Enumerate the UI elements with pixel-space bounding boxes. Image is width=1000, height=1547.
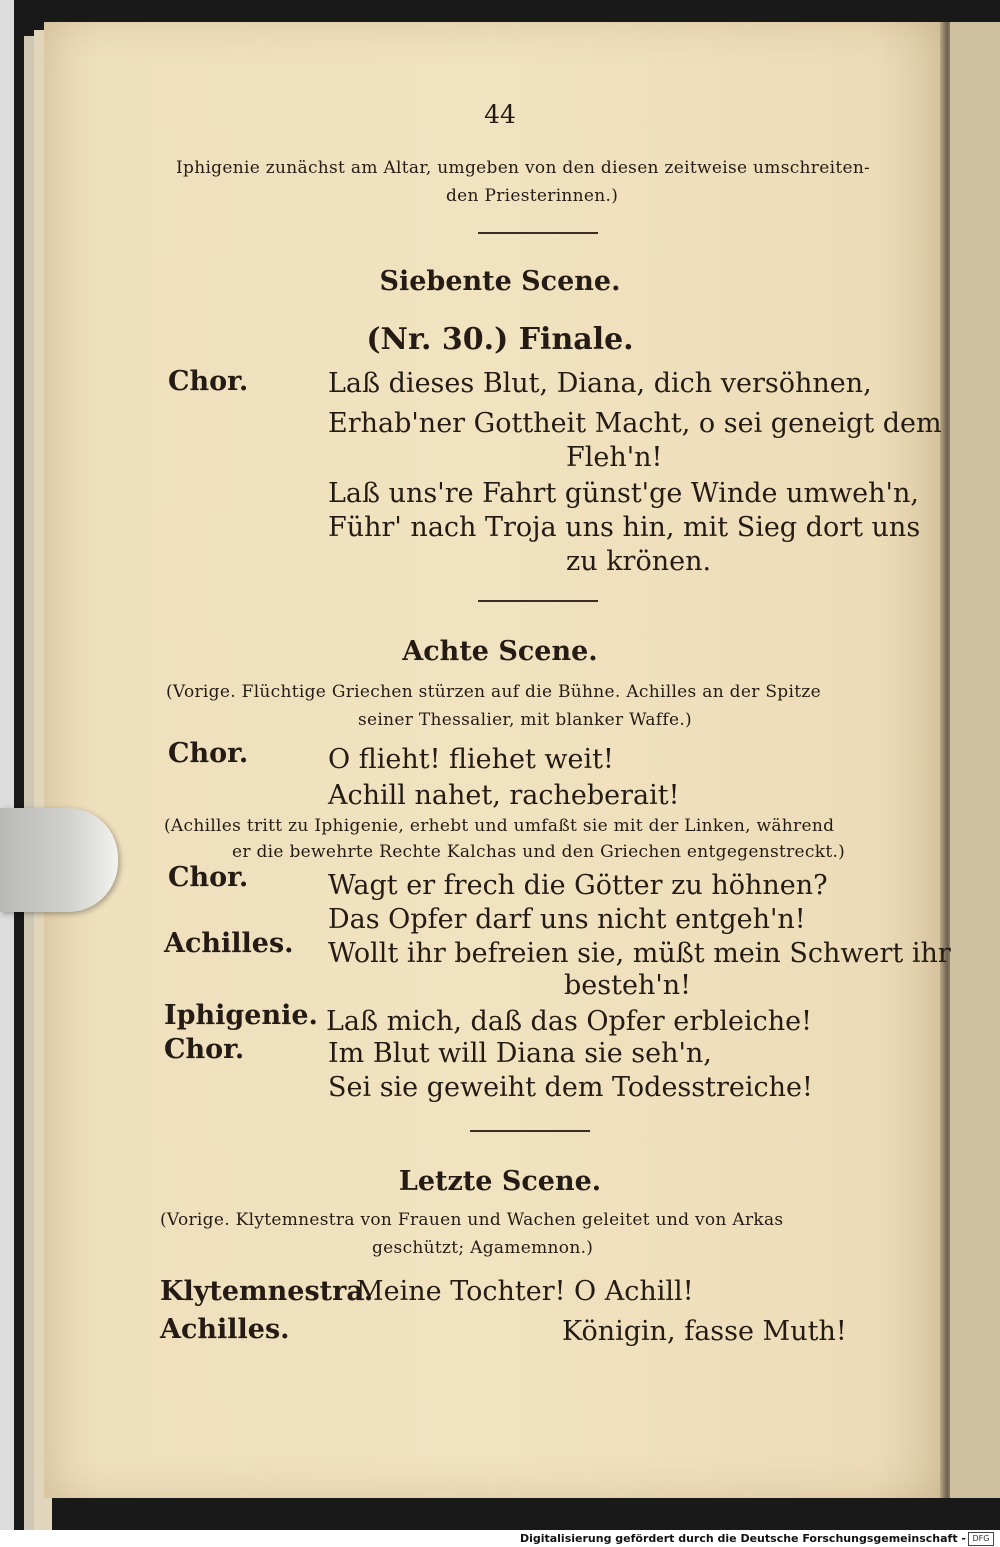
scene8-speaker-2: Chor. [168,862,249,893]
page-holder-clip [0,808,118,912]
scene8-speaker-4: Iphigenie. [164,1000,318,1031]
scene9-line-1: Meine Tochter! O Achill! [356,1276,694,1307]
scene8-line-2b: Das Opfer darf uns nicht entgeh'n! [328,904,806,935]
scene8-line-5a: Im Blut will Diana sie seh'n, [328,1038,712,1069]
scene9-line-2: Königin, fasse Muth! [562,1316,847,1347]
scene8-speaker-3: Achilles. [164,928,294,959]
scene8-line-1a: O flieht! fliehet weit! [328,744,614,775]
scene7-speaker: Chor. [168,366,249,397]
page-number: 44 [484,100,516,129]
scene9-title: Letzte Scene. [398,1166,602,1197]
intro-direction-line-2: den Priesterinnen.) [446,186,619,206]
scene9-direction-line-2: geschützt; Agamemnon.) [372,1238,594,1258]
footer-credit: Digitalisierung gefördert durch die Deutsche Forschungsgemeinschaft - [519,1532,966,1545]
intro-direction-line-1: Iphigenie zunächst am Altar, umgeben von den diesen zeitweise umschreiten- [176,158,871,178]
divider-rule [478,232,598,234]
scene9-direction-line-1: (Vorige. Klytemnestra von Frauen und Wachen geleitet und von Arkas [160,1210,784,1230]
scene7-number: (Nr. 30.) Finale. [366,322,634,357]
scene7-line-5: Führ' nach Troja uns hin, mit Sieg dort uns [328,512,921,543]
scene8-title: Achte Scene. [402,636,598,667]
facing-page-edge [950,22,1000,1498]
scene7-line-3: Fleh'n! [566,442,663,473]
scene8-line-3b: besteh'n! [564,970,691,1001]
scene8-line-3a: Wollt ihr befreien sie, müßt mein Schwert ihr [328,938,951,969]
scene8-direction2-line-1: (Achilles tritt zu Iphigenie, erhebt und umfaßt sie mit der Linken, während [164,816,835,836]
divider-rule [478,600,598,602]
scene8-line-5b: Sei sie geweiht dem Todesstreiche! [328,1072,813,1103]
scene8-direction1-line-1: (Vorige. Flüchtige Griechen stürzen auf die Bühne. Achilles an der Spitze [166,682,821,702]
scene7-line-2: Erhab'ner Gottheit Macht, o sei geneigt dem [328,408,942,439]
scene8-direction2-line-2: er die bewehrte Rechte Kalchas und den Griechen entgegenstreckt.) [232,842,846,862]
scene8-line-1b: Achill nahet, racheberait! [328,780,680,811]
scene8-speaker-1: Chor. [168,738,249,769]
scene9-speaker-2: Achilles. [160,1314,290,1345]
scene8-direction1-line-2: seiner Thessalier, mit blanker Waffe.) [358,710,692,730]
scene9-speaker-1: Klytemnestra. [160,1276,374,1307]
scene8-line-2a: Wagt er frech die Götter zu höhnen? [328,870,828,901]
divider-rule [470,1130,590,1132]
scene8-line-4a: Laß mich, daß das Opfer erbleiche! [326,1006,813,1037]
dfg-logo: DFG [968,1532,994,1546]
scene7-title: Siebente Scene. [379,266,621,297]
scene7-line-4: Laß uns're Fahrt günst'ge Winde umweh'n, [328,478,919,509]
scanner-edge [0,0,14,1530]
scene7-line-6: zu krönen. [566,546,712,577]
scene7-line-1: Laß dieses Blut, Diana, dich versöhnen, [328,368,872,399]
scene8-speaker-5: Chor. [164,1034,245,1065]
